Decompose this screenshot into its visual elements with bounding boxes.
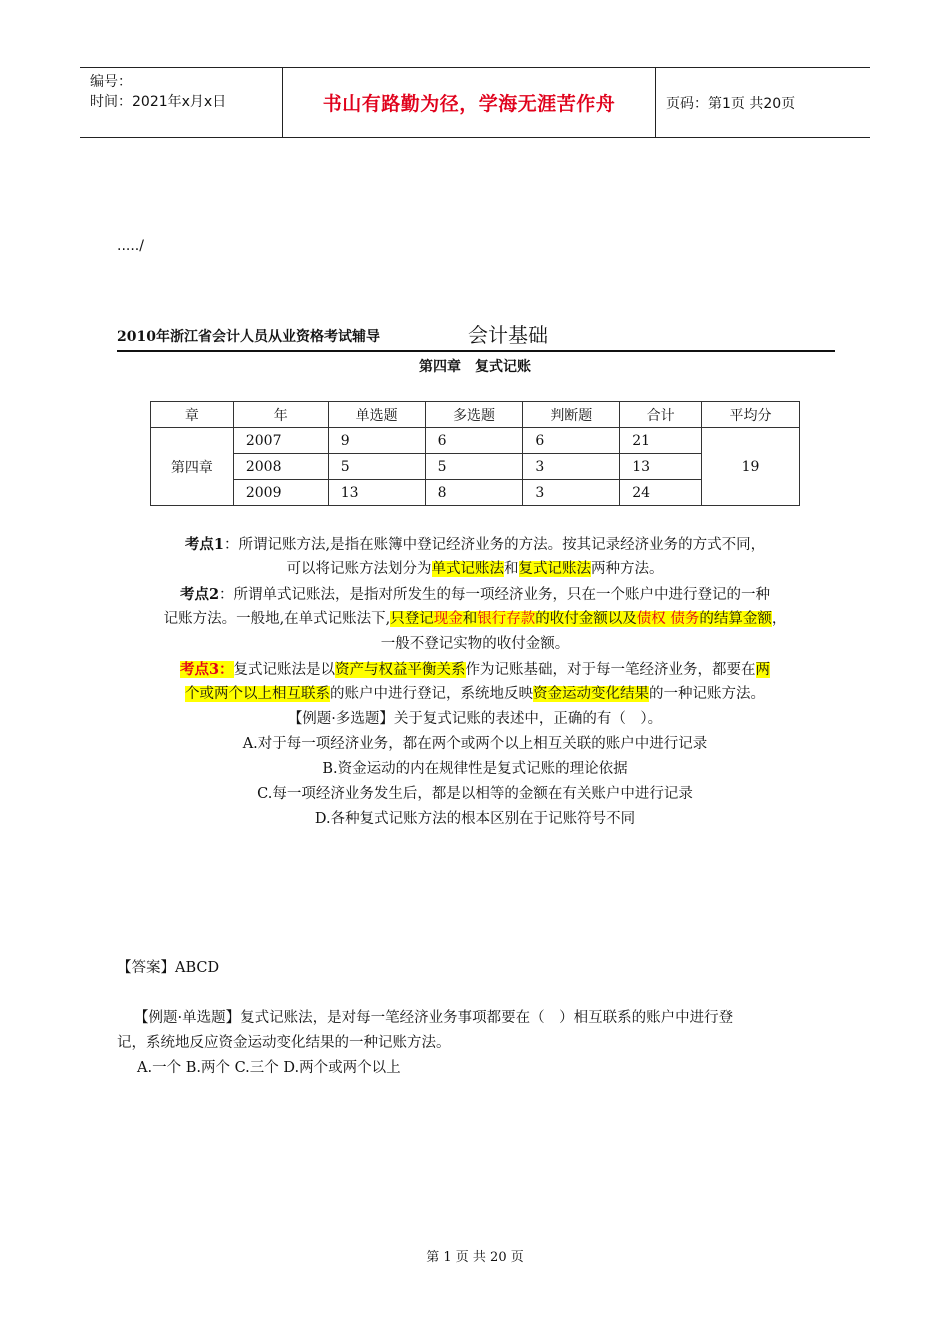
example1-answer: 【答案】ABCD (117, 960, 220, 976)
kp1-text: ：所谓记账方法,是指在账簿中登记经济业务的方法。按其记录经济业务的方式不同， (223, 537, 766, 553)
year-cell: 2008 (233, 454, 328, 480)
single-cell: 9 (328, 428, 425, 454)
highlight-text: 只登记 (390, 611, 434, 627)
table-row (151, 428, 800, 454)
highlight-text: 资产与权益平衡关系 (335, 662, 466, 678)
example2-options: A.一个 B.两个 C.三个 D.两个或两个以上 (137, 1060, 401, 1076)
example2-line2: 记，系统地反应资金运动变化结果的一种记账方法。 (117, 1035, 451, 1051)
page-header (80, 67, 870, 138)
table-header-row (151, 402, 800, 428)
ellipsis-text: ...../ (117, 238, 144, 254)
kp3-label: 考点3： (179, 661, 234, 678)
total-cell: 21 (620, 428, 702, 454)
document-title: 2010年浙江省会计人员从业资格考试辅导 (117, 329, 380, 345)
example1-question: 【例题·多选题】关于复式记账的表述中，正确的有（ ）。 (287, 711, 663, 727)
header-page-info: 页码：第1页 共20页 (666, 95, 796, 112)
kp2-line2 (0, 607, 950, 632)
kp3-line2 (0, 682, 950, 707)
page-footer: 第 1 页 共 20 页 (426, 1250, 524, 1265)
example1-option-c: C.每一项经济业务发生后，都是以相等的金额在有关账户中进行记录 (257, 786, 693, 802)
total-cell: 24 (620, 480, 702, 506)
judge-cell: 3 (523, 454, 620, 480)
kp2-line3: 一般不登记实物的收付金额。 (380, 636, 570, 652)
kp3-text: 作为记账基础，对于每一笔经济业务，都要在 (465, 662, 756, 678)
chapter-title: 第四章 复式记账 (419, 359, 531, 375)
highlight-text: 和 (462, 611, 478, 627)
single-cell: 13 (328, 480, 425, 506)
judge-cell: 6 (523, 428, 620, 454)
table-header-cell: 年 (233, 402, 328, 428)
kp2-text: ：所谓单式记账法，是指对所发生的每一项经济业务，只在一个账户中进行登记的一种 (219, 587, 771, 603)
multi-cell: 8 (425, 480, 523, 506)
average-cell: 19 (702, 428, 800, 506)
kp3-text: 的一种记账方法。 (649, 686, 765, 702)
kp1-line2 (0, 557, 950, 582)
header-motto: 书山有路勤为径，学海无涯苦作舟 (282, 68, 656, 137)
highlight-text: 两 (755, 662, 771, 678)
kp2-text: 记账方法。一般地,在单式记账法下, (163, 611, 391, 627)
example2-line1: 【例题·单选题】复式记账法，是对每一笔经济业务事项都要在（ ）相互联系的账户中进行登 (134, 1010, 734, 1026)
header-meta (80, 68, 282, 137)
table-header-cell: 单选题 (328, 402, 425, 428)
year-cell: 2007 (233, 428, 328, 454)
highlight-red-text: 债权 债务 (636, 611, 700, 627)
year-cell: 2009 (233, 480, 328, 506)
total-cell: 13 (620, 454, 702, 480)
kp2-text: ， (771, 611, 787, 627)
highlight-text: 单式记账法 (431, 561, 504, 577)
table-header-cell: 章 (151, 402, 234, 428)
document-title-line (117, 322, 835, 352)
kp3-text: 的账户中进行登记，系统地反映 (330, 686, 533, 702)
table-header-cell: 多选题 (425, 402, 523, 428)
kp3-text: 复式记账法是以 (233, 662, 336, 678)
multi-cell: 5 (425, 454, 523, 480)
multi-cell: 6 (425, 428, 523, 454)
highlight-text: 的结算金额 (699, 611, 772, 627)
example1-option-d: D.各种复式记账方法的根本区别在于记账符号不同 (314, 811, 636, 827)
time-label: 时间：2021年x月x日 (90, 94, 227, 110)
kp1-line1 (0, 532, 950, 558)
example1-option-b: B.资金运动的内在规律性是复式记账的理论依据 (322, 761, 628, 777)
table-header-cell: 平均分 (702, 402, 800, 428)
highlight-text: 个或两个以上相互联系 (185, 686, 330, 702)
judge-cell: 3 (523, 480, 620, 506)
kp2-line1 (0, 582, 950, 608)
highlight-red-text: 现金 (433, 611, 463, 627)
kp1-text: 两种方法。 (591, 561, 664, 577)
highlight-text: 的收付金额以及 (535, 611, 637, 627)
table-header-cell: 判断题 (523, 402, 620, 428)
chapter-cell: 第四章 (151, 428, 234, 506)
single-cell: 5 (328, 454, 425, 480)
kp1-text: 和 (504, 561, 519, 577)
highlight-text: 复式记账法 (518, 561, 591, 577)
subject-title: 会计基础 (468, 323, 548, 347)
kp3-line1 (0, 657, 950, 683)
table-header-cell: 合计 (620, 402, 702, 428)
kp1-label: 考点1 (184, 536, 224, 553)
number-label: 编号： (90, 74, 132, 90)
highlight-red-text: 银行存款 (477, 611, 536, 627)
highlight-text: 资金运动变化结果 (533, 686, 649, 702)
kp2-label: 考点2 (179, 586, 220, 603)
kp1-text: 可以将记账方法划分为 (286, 561, 432, 577)
score-table (150, 401, 800, 506)
example1-option-a: A.对于每一项经济业务，都在两个或两个以上相互关联的账户中进行记录 (242, 736, 708, 752)
